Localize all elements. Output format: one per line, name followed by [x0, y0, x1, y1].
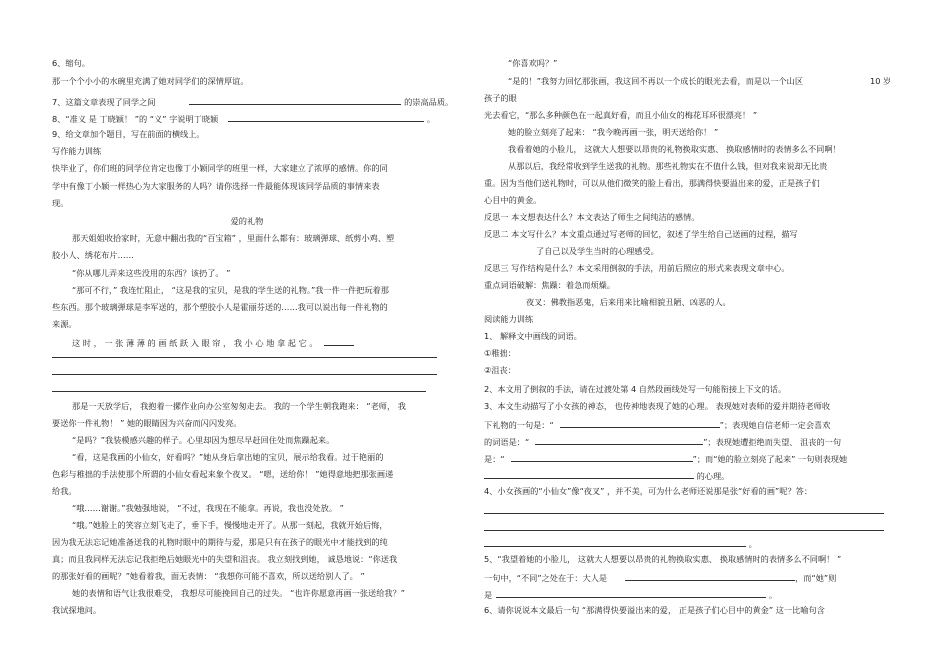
q1-item-2: ②沮丧： — [484, 365, 516, 375]
reading-section-title: 阅读能力训练 — [484, 314, 534, 324]
key-words-line: 夜叉：佛教指恶鬼，后来用来比喻相貌丑陋、凶恶的人。 — [526, 297, 731, 307]
q9-text: 9、给文章加个题目，写在前面的横线上。 — [52, 129, 205, 139]
story-paragraph-line: “哦。”她脸上的笑容立刻飞走了，垂下手，慢慢地走开了。从那一刻起，我就开始后悔， — [72, 520, 388, 530]
q3-blank-line: 的词语是：“ ”；表现她遭拒绝而失望、 沮丧的一句 — [484, 437, 842, 447]
writing-section-title: 写作能力训练 — [52, 146, 102, 156]
answer-line — [52, 391, 426, 392]
q4-text: 4、小女孩画的“小仙女”像“夜叉” ，并不美，可为什么老师还说那是张“好看的画”呢？答： — [484, 486, 813, 496]
story-paragraph-line: “是的！”我努力回忆那张画，我这回不再以一个成长的眼光去看，而是以一个山区 — [508, 76, 804, 86]
story-paragraph-line: 色彩与稚拙的手法使那个所谓的小仙女看起来象个夜叉。 “嗯，送给你！ ”她得意地把那张画递 — [52, 469, 394, 479]
story-paragraph-line: “是吗？”我装模感兴趣的样子。心里却因为想尽早赶回住处而焦躁起来。 — [72, 435, 335, 445]
writing-prompt-line: 学中有像丁小颖一样热心为大家服务的人吗？请你选择一件最能体现该同学品质的事情来表 — [52, 181, 380, 191]
story-paragraph-line: 心目中的黄金。 — [484, 195, 542, 205]
story-paragraph-line: 她的表情和语气让我很难受， 我想尽可能挽回自己的过失。 “也许你愿意再画一张送给我？” — [72, 588, 406, 598]
q2-text: 2、本文用了倒叙的手法，请在过渡处第 4 自然段画线处写一句能衔接上下文的话。 — [484, 384, 787, 394]
q1-text: 1、 解释文中画线的词语。 — [484, 331, 582, 341]
story-paragraph-line: 来源。 — [52, 319, 77, 329]
q6-sentence: 那一个个小小的水碗里充满了她对同学们的深情厚谊。 — [52, 76, 249, 86]
q5-blank-line: 是 。 — [484, 590, 778, 600]
q3-text: 3、本文生动描写了小女孩的神态， 也传神地表现了她的心理。 表现她对表师的爱并期待老师收 — [484, 401, 831, 411]
story-paragraph-line: 从那以后，我经常收到学生送我的礼物。那些礼物实在不值什么钱，但对我来说却无比贵 — [508, 161, 828, 171]
story-paragraph-line: 那是一天放学后， 我抱着一摞作业向办公室匆匆走去。 我的一个学生朝我跑来： “老师， 我 — [72, 401, 406, 411]
story-title: 爱的礼物 — [230, 216, 264, 226]
q6-title: 6、缩句。 — [52, 58, 90, 68]
story-paragraph-line: 她的脸立刻亮了起来： “我今晚再画一张，明天送给你！ ” — [508, 127, 719, 137]
story-paragraph-line: 光去看它，“那么多种颜色在一起真好看，而且小仙女的梅花耳环很漂亮！ ” — [484, 110, 758, 120]
story-paragraph-line: 真；而且我同样无法忘记我拒绝后她眼光中的失望和沮丧。 我立刻找到她， 诚恳地说：“你送我 — [52, 554, 398, 564]
story-paragraph-line: “看，这是我画的小仙女，好看吗？”她从身后拿出她的宝贝，展示给我看。过于艳丽的 — [72, 452, 384, 462]
answer-line — [52, 374, 437, 375]
story-paragraph-line: 胶小人、绣花布片…… — [52, 250, 134, 260]
story-paragraph-line: 10 岁 — [870, 76, 892, 86]
story-paragraph-line: 要送你一件礼物！ ” 她的眼睛因为兴奋而闪闪发亮。 — [52, 418, 242, 428]
answer-line — [52, 357, 437, 358]
answer-line — [484, 530, 884, 531]
story-paragraph-line: “你喜欢吗？” — [508, 58, 558, 68]
story-paragraph-line: 我试探地问。 — [52, 605, 102, 615]
reflection-three: 反思三 写作结构是什么？本文采用倒叙的手法，用前后照应的形式来表现文章中心。 — [484, 263, 790, 273]
answer-line — [484, 513, 884, 514]
story-paragraph-line: 的那张好看的画呢？”她看着我，面无表情： “我想你可能不喜欢，所以送给别人了。 ” — [52, 571, 365, 581]
story-paragraph-line: 重。因为当他们送礼物时，可以从他们微笑的脸上看出，那满得快要溢出来的爱，正是孩子们 — [484, 178, 820, 188]
reflection-one: 反思一 本文想表达什么？本文表达了师生之间纯洁的感情。 — [484, 212, 700, 222]
story-paragraph-line: 这 时 ， 一 张 薄 薄 的 画 纸 跃 入 眼 帘 ， 我 小 心 地 拿 起 它 。 — [72, 336, 354, 349]
q7-text: 7、这篇文章表现了同学之间 的崇高品质。 — [52, 97, 454, 107]
q8-text: 8、“准义 是 丁晓颖！ ”的 “义” 字说明丁晓颖 。 — [52, 114, 436, 124]
story-paragraph-line: 些东西。那个玻璃弹球是李军送的，那个塑胶小人是霍丽芬送的……我可以说出每一件礼物的 — [52, 302, 388, 312]
q5-text: 5、“我望着她的小脸儿， 这就大人想要以昂贵的礼物换取实惠、 换取感情时的表情多么不同啊！ ” — [484, 554, 842, 564]
story-paragraph-line: 因为我无法忘记她准备送我的礼物时眼中的期待与爱，那是只有在孩子的眼光中才能找到的纯 — [52, 537, 388, 547]
story-paragraph-line: 我看着她的小脸儿， 这就大人想要以昂贵的礼物换取实惠、 换取感情时的表情多么不同啊！ — [508, 144, 841, 154]
story-paragraph-line: 给我。 — [52, 486, 77, 496]
q4-answer-end: 。 — [484, 537, 757, 550]
q6-text: 6、请你说说本文最后一句 “那满得快要溢出来的爱， 正是孩子们心目中的黄金” 这一比喻句含 — [484, 605, 825, 615]
q3-blank-line: 是：“ ”；而“她的脸立刻亮了起来” 一句则表现她 — [484, 454, 848, 464]
q3-blank-line: 的心理。 — [484, 469, 729, 482]
writing-prompt-line: 现。 — [52, 198, 69, 208]
story-paragraph-line: 那天姐姐收拾家时，无意中翻出我的“百宝箱” ，里面什么都有：玻璃弹球、纸剪小鸡、塑 — [72, 233, 395, 243]
q1-item-1: ①稚拙： — [484, 348, 516, 358]
story-paragraph-line: “哦……谢谢。”我勉强地说， “不过，我现在不能拿。再说，我也没处放。 ” — [72, 503, 344, 513]
q5-blank-line: 一句中，“不同”之处在于：大人是 ，而“她”则 — [484, 573, 837, 583]
writing-prompt-line: 快毕业了，你们班的同学位肯定也像丁小颖同学的班里一样，大家建立了浓厚的感情。你的同 — [52, 163, 388, 173]
story-paragraph-line: “你从哪儿弄来这些没用的东西？该扔了。 ” — [72, 268, 231, 278]
story-paragraph-line: “那可不行，” 我连忙阻止， “这是我的宝贝，是我的学生送的礼物。”我一件一件把玩着那 — [72, 285, 389, 295]
reflection-two: 反思二 本文写什么？本文重点通过写老师的回忆，叙述了学生给自己送画的过程，描写 — [484, 229, 798, 239]
key-words-line: 重点词语破解：焦躁：着急而烦燥。 — [484, 280, 616, 290]
q3-blank-line: 下礼物的一句是：“ ”；表现她自信老师一定会喜欢 — [484, 420, 831, 430]
story-paragraph-line: 孩子的眼 — [484, 93, 517, 103]
reflection-two-cont: 了自己以及学生当时的心理感受。 — [536, 246, 659, 256]
